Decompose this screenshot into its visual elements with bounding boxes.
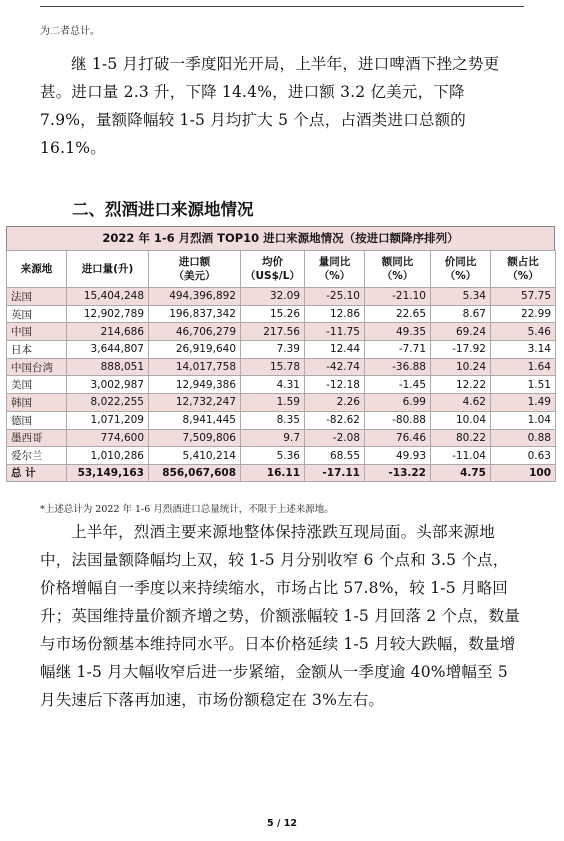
table-header-row [7,251,556,288]
value-cell: 12.22 [431,376,491,394]
origin-cell: 法国 [7,288,67,306]
value-cell: 5.36 [241,447,305,465]
value-cell: -25.10 [305,288,365,306]
value-cell: -7.71 [365,341,431,359]
value-cell: 3,644,807 [67,341,149,359]
paragraph-beer-imports: 继 1-5 月打破一季度阳光开局，上半年，进口啤酒下挫之势更甚。进口量 2.3 升，下降 14.4%，进口额 3.2 亿美元，下降 7.9%，量额降幅较 1-5 月均扩大 5 个点，占酒类进口总额的 16.1%。 [40,55,500,157]
value-cell: 32.09 [241,288,305,306]
value-cell: 888,051 [67,358,149,376]
column-header-line: 价同比 [444,256,477,268]
value-cell: 1.51 [491,376,556,394]
value-cell: 4.31 [241,376,305,394]
table-row [7,288,556,306]
value-cell: -17.92 [431,341,491,359]
value-cell: 68.55 [305,447,365,465]
table-row [7,376,556,394]
value-cell: 15,404,248 [67,288,149,306]
value-cell: 5.34 [431,288,491,306]
value-cell: 196,837,342 [149,305,241,323]
value-cell: 22.99 [491,305,556,323]
page-number: 5 / 12 [267,818,297,829]
value-cell: 8,022,255 [67,394,149,412]
value-cell: 6.99 [365,394,431,412]
column-header-line: （%） [444,270,477,282]
table-row [7,305,556,323]
table-body [7,288,556,465]
table-row [7,429,556,447]
value-cell: 494,396,892 [149,288,241,306]
origin-cell: 德国 [7,411,67,429]
value-cell: 1.49 [491,394,556,412]
value-cell: 57.75 [491,288,556,306]
column-header-line: （%） [318,270,351,282]
value-cell: 26,919,640 [149,341,241,359]
value-cell: 49.93 [365,447,431,465]
header-note: 为二者总计。 [40,26,100,37]
table-row [7,394,556,412]
table-title: 2022 年 1-6 月烈酒 TOP10 进口来源地情况（按进口额降序排列） [6,226,555,250]
column-header-line: 来源地 [20,263,53,275]
data-table [6,250,556,482]
column-header [7,251,67,288]
value-cell: 214,686 [67,323,149,341]
header-rule [40,6,524,7]
value-cell: 1.04 [491,411,556,429]
value-cell: 9.7 [241,429,305,447]
origin-cell: 爱尔兰 [7,447,67,465]
table-total-row [7,464,556,481]
column-header [305,251,365,288]
value-cell: -36.88 [365,358,431,376]
value-cell: 0.88 [491,429,556,447]
value-cell: 3.14 [491,341,556,359]
value-cell: -12.18 [305,376,365,394]
value-cell: 49.35 [365,323,431,341]
value-cell: 1,071,209 [67,411,149,429]
column-header-line: 量同比 [318,256,351,268]
table-footnote: *上述总计为 2022 年 1-6 月烈酒进口总量统计，不限于上述来源地。 [40,504,334,515]
column-header [491,251,556,288]
column-header-line: 额同比 [381,256,414,268]
value-cell: 12,902,789 [67,305,149,323]
value-cell: -11.75 [305,323,365,341]
value-cell: 0.63 [491,447,556,465]
origin-cell: 日本 [7,341,67,359]
value-cell: 774,600 [67,429,149,447]
value-cell: 69.24 [431,323,491,341]
total-label-cell: 总 计 [7,464,67,481]
total-value-cell: -17.11 [305,464,365,481]
value-cell: 4.62 [431,394,491,412]
value-cell: 7,509,806 [149,429,241,447]
column-header-line: 进口额 [178,256,211,268]
value-cell: 1.64 [491,358,556,376]
table-row [7,358,556,376]
value-cell: 8.67 [431,305,491,323]
value-cell: -2.08 [305,429,365,447]
column-header [149,251,241,288]
table-row [7,341,556,359]
column-header-line: 进口量(升) [81,263,134,275]
value-cell: 15.78 [241,358,305,376]
value-cell: 22.65 [365,305,431,323]
value-cell: 2.26 [305,394,365,412]
value-cell: -42.74 [305,358,365,376]
total-value-cell: 53,149,163 [67,464,149,481]
total-value-cell: 100 [491,464,556,481]
table-row [7,323,556,341]
column-header-line: 均价 [262,256,283,268]
column-header-line: 额占比 [507,256,539,268]
spirits-import-table [6,226,555,482]
total-value-cell: 16.11 [241,464,305,481]
value-cell: -82.62 [305,411,365,429]
value-cell: 8,941,445 [149,411,241,429]
column-header [241,251,305,288]
value-cell: 15.26 [241,305,305,323]
value-cell: 12,732,247 [149,394,241,412]
value-cell: 5,410,214 [149,447,241,465]
column-header [431,251,491,288]
total-value-cell: 856,067,608 [149,464,241,481]
origin-cell: 墨西哥 [7,429,67,447]
value-cell: -21.10 [365,288,431,306]
value-cell: 1,010,286 [67,447,149,465]
origin-cell: 中国台湾 [7,358,67,376]
value-cell: 76.46 [365,429,431,447]
total-value-cell: -13.22 [365,464,431,481]
value-cell: 217.56 [241,323,305,341]
value-cell: -80.88 [365,411,431,429]
table-row [7,447,556,465]
table-row [7,411,556,429]
value-cell: 10.24 [431,358,491,376]
value-cell: 1.59 [241,394,305,412]
value-cell: 3,002,987 [67,376,149,394]
value-cell: 80.22 [431,429,491,447]
value-cell: 8.35 [241,411,305,429]
total-value-cell: 4.75 [431,464,491,481]
value-cell: -11.04 [431,447,491,465]
value-cell: 5.46 [491,323,556,341]
origin-cell: 韩国 [7,394,67,412]
origin-cell: 英国 [7,305,67,323]
value-cell: 12.44 [305,341,365,359]
value-cell: 10.04 [431,411,491,429]
origin-cell: 美国 [7,376,67,394]
value-cell: 7.39 [241,341,305,359]
value-cell: 46,706,279 [149,323,241,341]
column-header-line: （US$/L） [245,270,300,282]
column-header-line: （%） [381,270,414,282]
value-cell: 12,949,386 [149,376,241,394]
paragraph-spirits-sources: 上半年，烈酒主要来源地整体保持涨跌互现局面。头部来源地中，法国量额降幅均上双，较 1-5 月分别收窄 6 个点和 3.5 个点，价格增幅自一季度以来持续缩水，市场占比 57.8%，较 1-5 月略回升；英国维持量价额齐增之势，价额涨幅较 1-5 月回落 2 个点，数量与市场份额基本维持同水平。日本价格延续 1-5 月较大跌幅，数量增幅继 1-5 月大幅收窄后进一步紧缩，金额从一季度逾 40%增幅至 5 月失速后下落再加速，市场份额稳定在 3%左右。 [40,523,521,709]
column-header-line: （%） [507,270,539,282]
value-cell: -1.45 [365,376,431,394]
value-cell: 14,017,758 [149,358,241,376]
column-header [67,251,149,288]
origin-cell: 中国 [7,323,67,341]
column-header [365,251,431,288]
value-cell: 12.86 [305,305,365,323]
column-header-line: （美元） [173,270,216,282]
section-title: 二、烈酒进口来源地情况 [72,200,254,219]
